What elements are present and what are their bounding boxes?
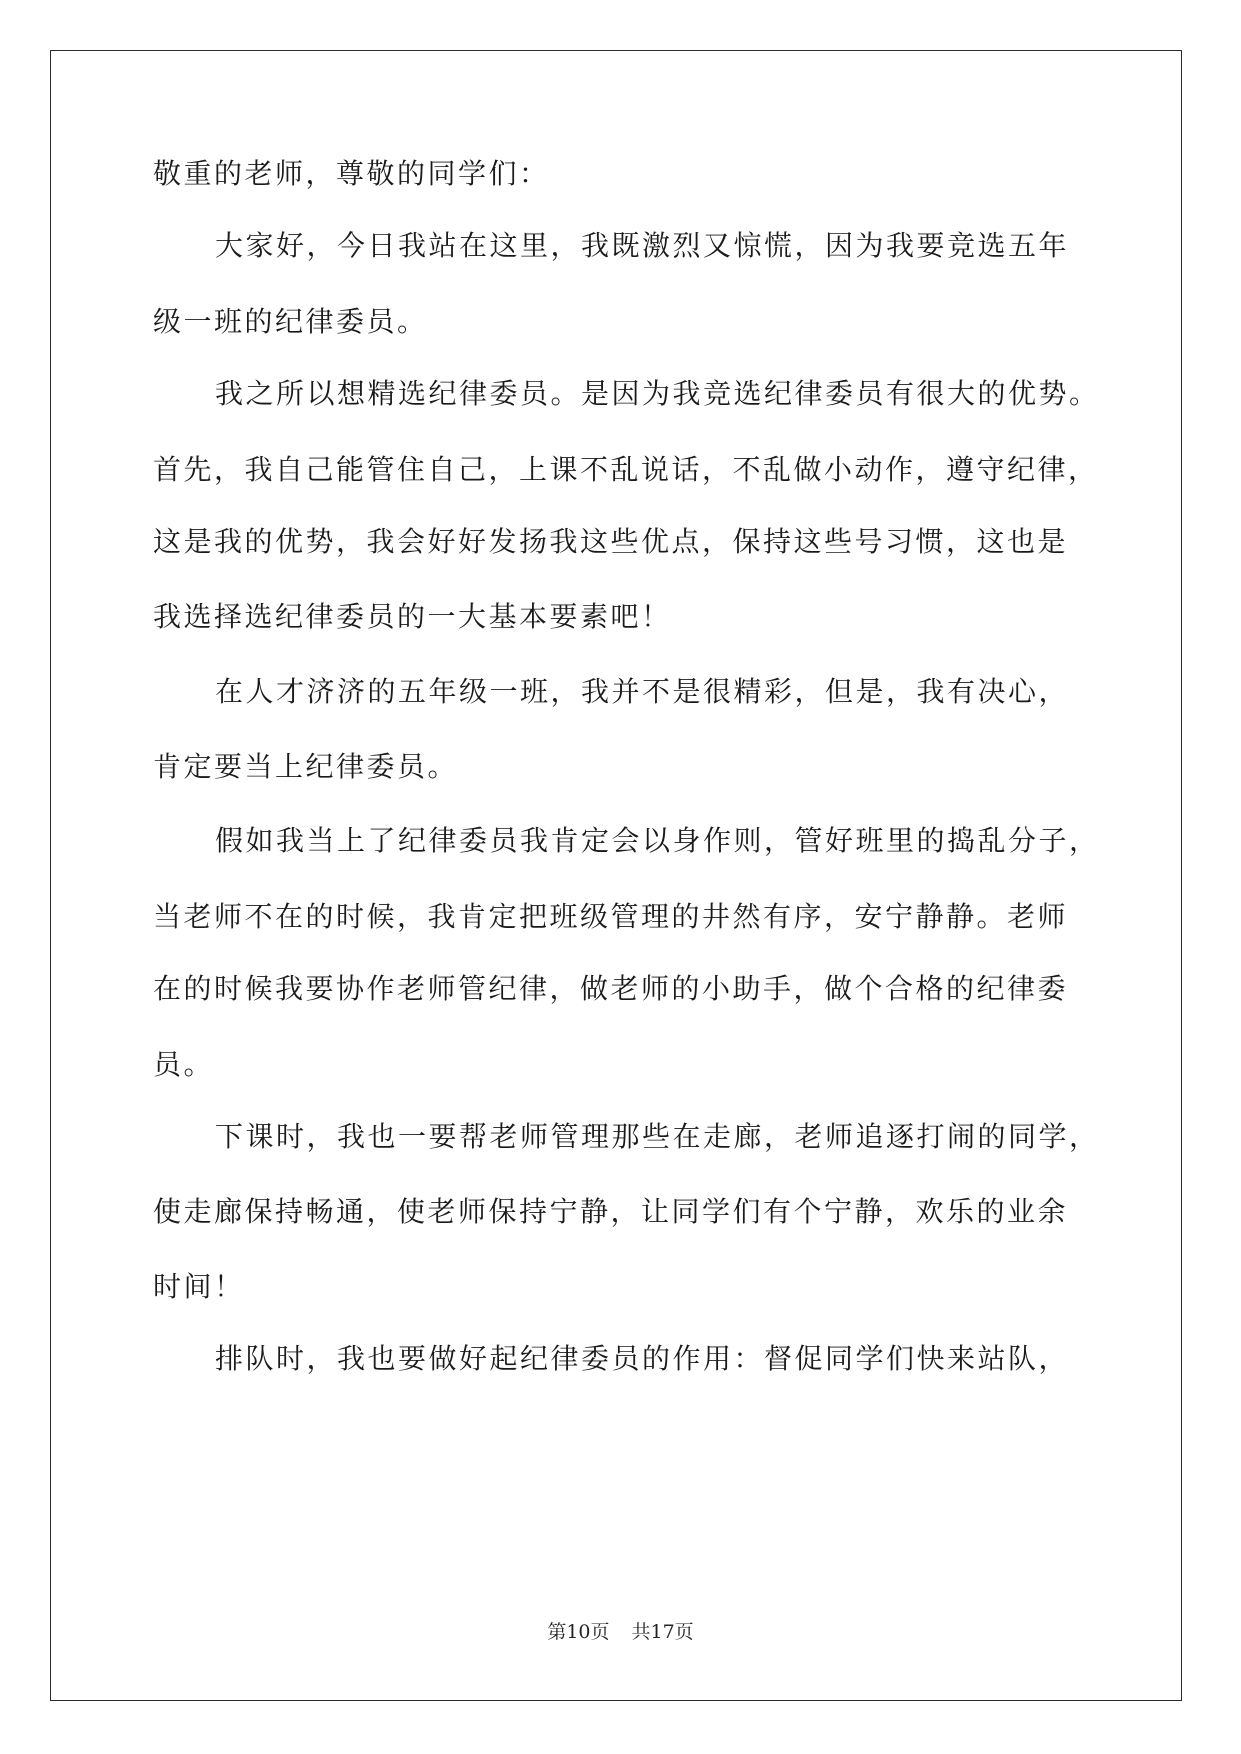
paragraph-line: 大家好，今日我站在这里，我既激烈又惊慌，因为我要竞选五年 bbox=[215, 229, 1070, 262]
paragraph-line: 员。 bbox=[153, 1048, 215, 1081]
paragraph-line: 在人才济济的五年级一班，我并不是很精彩，但是，我有决心， bbox=[215, 675, 1070, 708]
paragraph-line: 我选择选纪律委员的一大基本要素吧！ bbox=[153, 600, 672, 633]
paragraph-line: 在的时候我要协作老师管纪律，做老师的小助手，做个合格的纪律委 bbox=[153, 972, 1069, 1005]
paragraph-line: 首先，我自己能管住自己，上课不乱说话，不乱做小动作，遵守纪律， bbox=[153, 453, 1099, 486]
page-number: 第10页 bbox=[547, 1621, 610, 1643]
paragraph-line: 这是我的优势，我会好好发扬我这些优点，保持这些号习惯，这也是 bbox=[153, 525, 1069, 558]
page-footer bbox=[0, 1620, 1241, 1644]
paragraph-line: 肯定要当上纪律委员。 bbox=[153, 750, 459, 783]
page-total: 共17页 bbox=[631, 1621, 694, 1643]
salutation-line: 敬重的老师，尊敬的同学们： bbox=[153, 157, 550, 190]
paragraph-line: 使走廊保持畅通，使老师保持宁静，让同学们有个宁静，欢乐的业余 bbox=[153, 1195, 1069, 1228]
paragraph-line: 级一班的纪律委员。 bbox=[153, 305, 428, 338]
page-border bbox=[50, 50, 1182, 1701]
paragraph-line: 时间！ bbox=[153, 1270, 245, 1303]
paragraph-line: 排队时，我也要做好起纪律委员的作用：督促同学们快来站队， bbox=[215, 1342, 1070, 1375]
paragraph-line: 假如我当上了纪律委员我肯定会以身作则，管好班里的捣乱分子， bbox=[215, 824, 1100, 857]
paragraph-line: 当老师不在的时候，我肯定把班级管理的井然有序，安宁静静。老师 bbox=[153, 900, 1069, 933]
paragraph-line: 我之所以想精选纪律委员。是因为我竞选纪律委员有很大的优势。 bbox=[215, 377, 1100, 410]
paragraph-line: 下课时，我也一要帮老师管理那些在走廊，老师追逐打闹的同学， bbox=[215, 1120, 1100, 1153]
